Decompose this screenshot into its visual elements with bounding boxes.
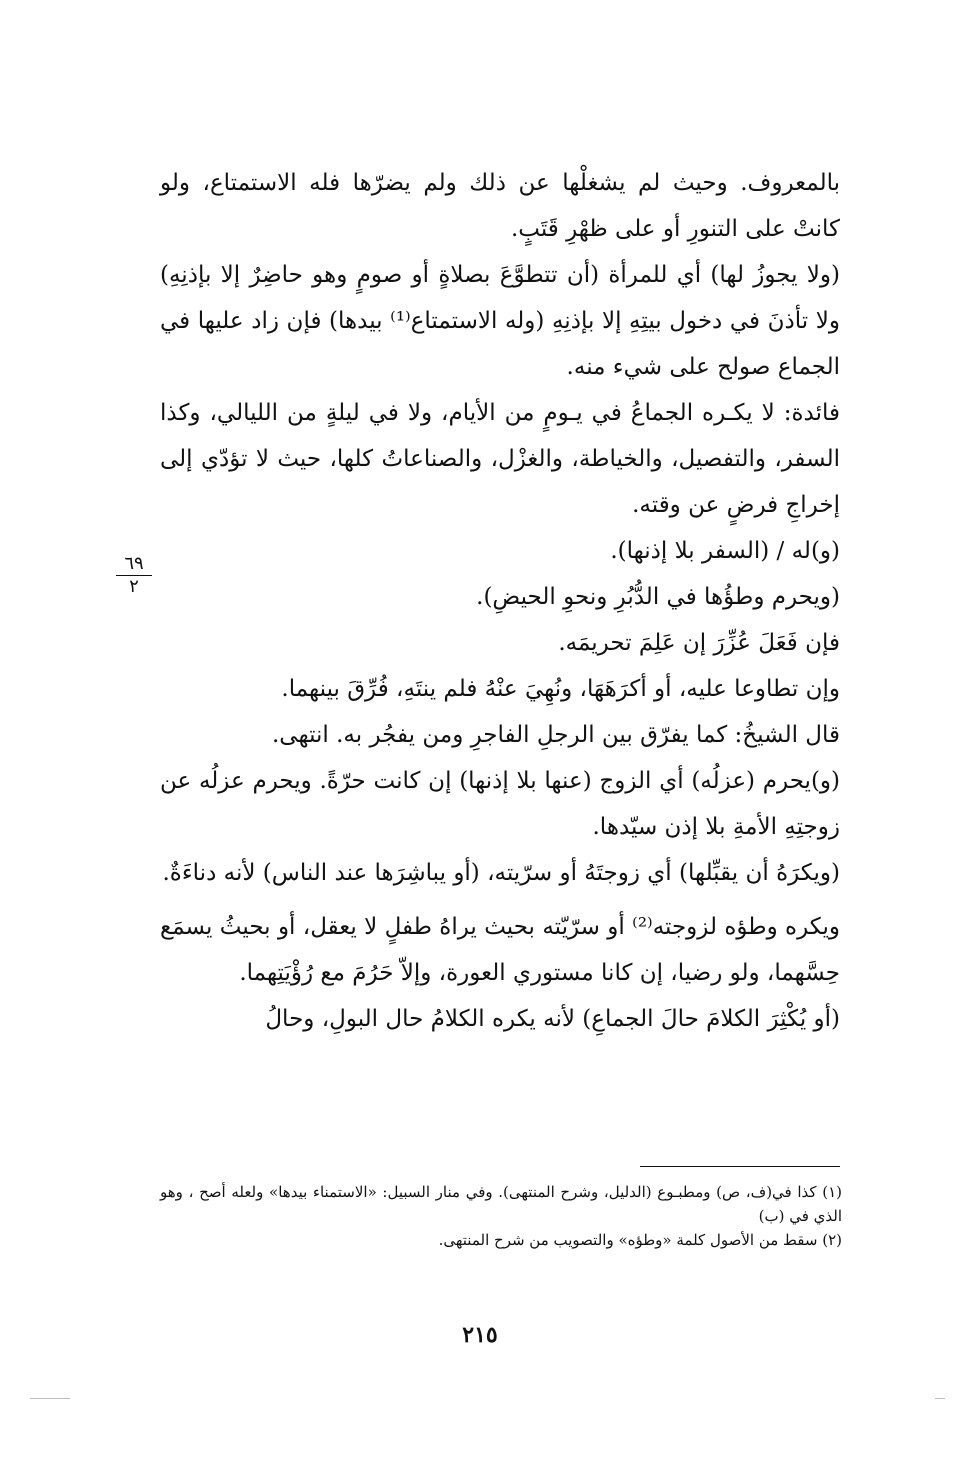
paragraph: فائدة: لا يكـره الجماعُ في يـومٍ من الأيام، ولا في ليلةٍ من الليالي، وكذا السفر، والتفصيل، والخياطة، والغزْل، والصناعاتُ كلها، حيث لا تؤدّي إلى إخراجِ فرضٍ عن وقته. [160,400,840,518]
paragraph: فإن فَعَلَ عُزِّرَ إن عَلِمَ تحريمَه. [558,630,840,656]
paragraph: (و)له / (السفر بلا إذنها). [610,538,840,564]
footnote-separator [640,1166,840,1167]
footnote: (١) كذا في(ف، ص) ومطبـوع (الدليل، وشرح المنتهى). وفي منار السبيل: «الاستمناء بيدها» ولعله أصح ، وهو الذي في (ب) [160,1183,842,1225]
scan-edge-mark [935,1398,945,1399]
footnote: (٢) سقط من الأصول كلمة «وطؤه» والتصويب من شرح المنتهى. [438,1231,842,1249]
paragraph: (أو يُكْثِرَ الكلامَ حالَ الجماعِ) لأنه يكره الكلامُ حال البولِ، وحالُ [265,1006,840,1032]
paragraph: (ويكرَهُ أن يقبِّلها) أي زوجتَهُ أو سرّيته، (أو يباشِرَها عند الناس) لأنه دناءَةٌ. [162,860,840,886]
paragraph: (و)يحرم (عزلُه) أي الزوج (عنها بلا إذنها) إن كانت حرّةً. ويحرم عزلُه عن زوجتِهِ الأمةِ بلا إذن سيّدها. [160,768,840,840]
paragraph: ويكره وطؤه لزوجته⁽²⁾ أو سرّيّته بحيث يراهُ طفلٍ لا يعقل، أو بحيثُ يسمَع حِسَّهما، ولو رضيا، إن كانا مستوري العورة، وإلاّ حَرُمَ مع رُؤْيَتِهما. [160,914,840,986]
footnotes [160,1180,842,1252]
paragraph: وإن تطاوعا عليه، أو أكرَهَهَا، ونُهِيَ عنْهُ فلم ينتَهِ، فُرِّقَ بينهما. [281,676,840,702]
paragraph: قال الشيخُ: كما يفرّق بين الرجلِ الفاجرِ ومن يفجُر به. انتهى. [272,722,840,748]
margin-reference-side: ٢ [129,576,139,597]
main-text [160,160,840,1042]
paragraph: بالمعروف. وحيث لم يشغلْها عن ذلك ولم يضرّها فله الاستمتاع، ولو كانتْ على التنورِ أو على ظهْرِ قَتَبٍ. [160,170,840,242]
paragraph: (ولا يجوزُ لها) أي للمرأة (أن تتطوَّعَ بصلاةٍ أو صومٍ وهو حاضِرٌ إلا بإذنِهِ) ولا تأذنَ في دخول بيتِهِ إلا بإذنِهِ (وله الاستمتاع⁽¹⁾ بيدها) فإن زاد عليها في الجماع صولح على شيء منه. [160,262,841,380]
margin-page-reference [116,554,152,597]
page-number: ٢١٥ [462,1322,498,1348]
scan-edge-mark [30,1398,70,1399]
margin-reference-folio: ٦٩ [116,554,152,576]
paragraph: (ويحرم وطؤُها في الدُّبُرِ ونحوِ الحيضِ). [476,584,840,610]
